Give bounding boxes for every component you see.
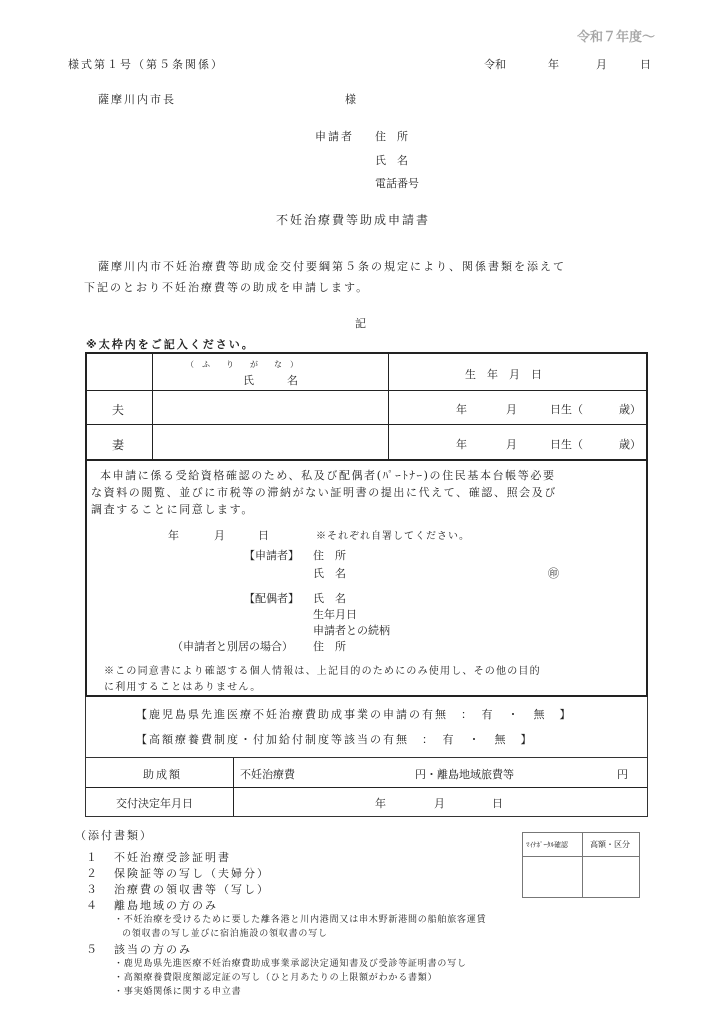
date-era: 令和	[484, 58, 506, 71]
amount-label: 助成額	[143, 768, 182, 781]
fertility-cost-label: 不妊治療費	[240, 768, 295, 781]
consent-spouse-address: 住 所	[313, 640, 346, 653]
husband-dob-month: 月	[506, 403, 517, 416]
attachment-5-sub-1: ・鹿児島県先進医療不妊治療費助成事業承認決定通知書及び受診等証明書の写し	[114, 959, 467, 969]
attachment-2-text: 保険証等の写し（夫婦分）	[114, 867, 270, 880]
seal-mark: ㊞	[548, 567, 559, 580]
furigana-header: （ ふ り が な ）	[186, 360, 298, 369]
attachment-5-sub-3: ・事実婚関係に関する申立書	[114, 987, 242, 997]
attachment-3-no: ３	[86, 883, 97, 896]
attachment-4-text: 離島地域の方のみ	[114, 899, 218, 912]
yen-label: 円	[617, 768, 628, 781]
consent-line-3: 調査することに同意します。	[91, 503, 254, 516]
husband-label: 夫	[112, 403, 125, 417]
attachment-5-text: 該当の方のみ	[114, 943, 192, 956]
privacy-line-1: ※この同意書により確認する個人情報は、上記目的のためにのみ使用し、その他の目的	[104, 666, 541, 677]
dob-header: 生 年 月 日	[465, 368, 542, 381]
attachment-5-sub-2: ・高額療養費限度額認定証の写し（ひと月あたりの上限額がわかる書類）	[114, 973, 438, 983]
consent-spouse-dob: 生年月日	[313, 608, 357, 621]
date-day: 日	[640, 58, 651, 71]
advanced-treatment-question: 【鹿児島県先進医療不妊治療費助成事業の申請の有無 ： 有 ・ 無 】	[136, 708, 573, 721]
decision-year: 年	[375, 797, 386, 810]
separate-residence-note: （申請者と別居の場合）	[172, 640, 293, 653]
wife-name-field[interactable]	[158, 429, 384, 455]
attachments-heading: （添付書類）	[75, 829, 153, 842]
date-year: 年	[548, 58, 559, 71]
consent-applicant-address: 住 所	[313, 549, 346, 562]
consent-date-month: 月	[214, 529, 225, 542]
date-month: 月	[596, 58, 607, 71]
consent-line-1: 本申請に係る受給資格確認のため、私及び配偶者(ﾊﾟｰﾄﾅｰ)の住民基本台帳等必要	[100, 469, 556, 482]
travel-cost-label: 円・離島地域旅費等	[415, 768, 514, 781]
consent-spouse-relation: 申請者との続柄	[313, 624, 390, 637]
consent-spouse-name: 氏 名	[313, 592, 346, 605]
attachment-3-text: 治療費の領収書等（写し）	[114, 883, 270, 896]
mynaportal-check-label: ﾏｲﾅﾎﾟｰﾀﾙ確認	[526, 841, 568, 849]
body-line-1: 薩摩川内市不妊治療費等助成金交付要綱第５条の規定により、関係書類を添えて	[98, 260, 566, 273]
attachment-1-no: １	[86, 851, 97, 864]
consent-date-year: 年	[168, 529, 179, 542]
husband-dob-day: 日生（	[550, 403, 583, 416]
husband-dob-year: 年	[456, 403, 467, 416]
applicant-label: 申請者	[315, 130, 354, 143]
ki-label: 記	[355, 317, 366, 330]
page-title: 不妊治療費等助成申請書	[276, 213, 431, 227]
addressee-honorific: 様	[345, 93, 356, 106]
wife-dob-day: 日生（	[550, 438, 583, 451]
wife-dob-month: 月	[506, 438, 517, 451]
sign-note: ※それぞれ自署してください。	[316, 531, 470, 542]
decision-date-label: 交付決定年月日	[116, 797, 193, 810]
fiscal-year-label: 令和７年度～	[577, 30, 656, 45]
husband-name-field[interactable]	[158, 394, 384, 420]
high-cost-category-label: 高額・区分	[590, 840, 630, 849]
high-cost-question: 【高額療養費制度・付加給付制度等該当の有無 ： 有 ・ 無 】	[136, 733, 534, 746]
decision-month: 月	[434, 797, 445, 810]
consent-applicant-name: 氏 名	[313, 567, 346, 580]
form-number: 様式第１号（第５条関係）	[68, 58, 224, 71]
body-line-2: 下記のとおり不妊治療費等の助成を申請します。	[84, 281, 370, 294]
wife-dob-year: 年	[456, 438, 467, 451]
wife-age: 歳）	[619, 438, 641, 451]
name-header: 氏 名	[243, 374, 298, 387]
decision-day: 日	[492, 797, 503, 810]
applicant-name: 氏 名	[375, 154, 408, 167]
attachment-4-sub-1: ・不妊治療を受けるために要した離各港と川内港間又は串木野新港間の船舶旅客運賃	[114, 915, 487, 925]
consent-applicant-label: 【申請者】	[244, 549, 299, 562]
addressee-name: 薩摩川内市長	[98, 93, 176, 106]
applicant-phone: 電話番号	[375, 177, 419, 190]
attachment-5-no: ５	[86, 943, 97, 956]
attachment-2-no: ２	[86, 867, 97, 880]
wife-label: 妻	[112, 438, 125, 452]
consent-spouse-label: 【配偶者】	[244, 592, 299, 605]
applicant-address: 住 所	[375, 130, 408, 143]
attachment-4-sub-2: の領収書の写し並びに宿泊施設の領収書の写し	[122, 929, 328, 939]
attachment-4-no: ４	[86, 899, 97, 912]
consent-date-day: 日	[258, 529, 269, 542]
husband-age: 歳）	[619, 403, 641, 416]
notice-text: ※太枠内をご記入ください。	[86, 338, 255, 351]
attachment-1-text: 不妊治療受診証明書	[114, 851, 231, 864]
privacy-line-2: に利用することはありません。	[104, 682, 262, 693]
consent-line-2: な資料の閲覧、並びに市税等の滞納がない証明書の提出に代えて、確認、照会及び	[91, 486, 557, 499]
